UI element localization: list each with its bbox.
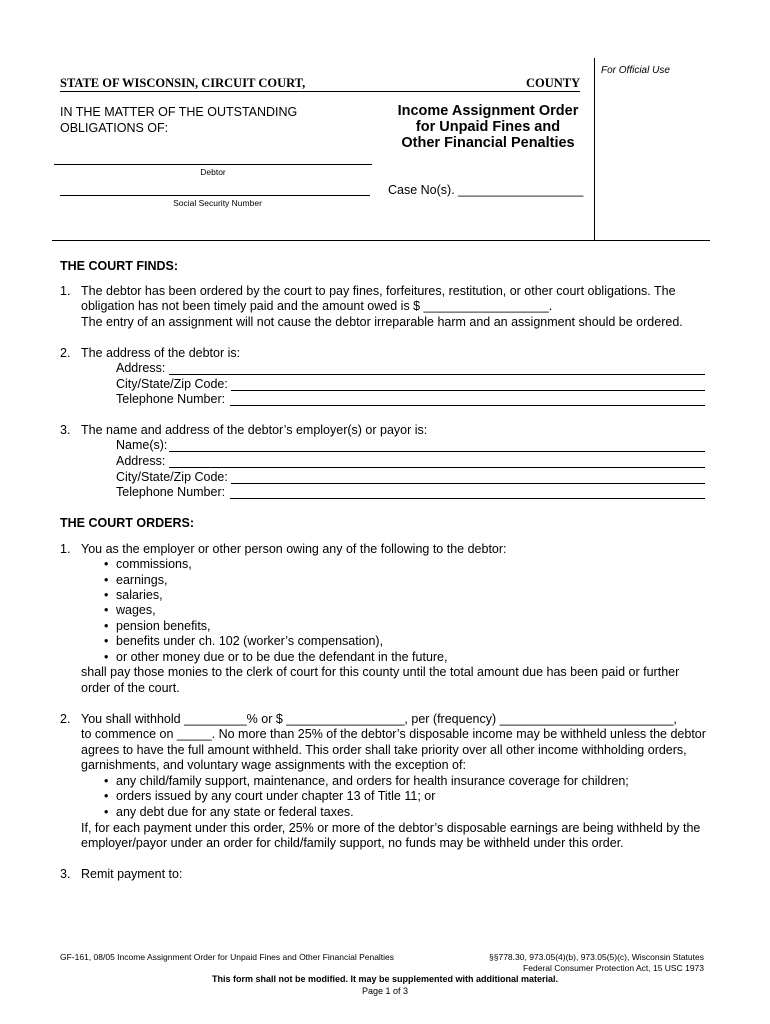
finding-3-text: The name and address of the debtor’s employer(s) or payor is: [81,423,428,437]
matter-line-1: IN THE MATTER OF THE OUTSTANDING [60,105,298,119]
header-bottom-rule [52,240,710,241]
income-type-item: • commissions, [116,557,192,571]
order-1-after-line-1: shall pay those monies to the clerk of court for this county until the total amount due has been paid or further [81,665,680,679]
court-orders-heading: THE COURT ORDERS: [60,516,195,530]
commence-date-field[interactable]: to commence on _____. No more than 25% of the debtor’s disposable income may be withheld unless the debtor [81,727,706,741]
finding-1-line-3: The entry of an assignment will not cause the debtor irreparable harm and an assignment should be ordered. [81,315,683,329]
finding-2-text: The address of the debtor is: [81,346,241,360]
debtor-address-label: Address: [116,361,166,375]
income-type-item: • pension benefits, [116,619,211,633]
official-use-divider [594,58,595,240]
income-type-item: • wages, [116,603,156,617]
finding-1-number: 1. [60,284,71,298]
case-number-field[interactable]: Case No(s). __________________ [388,183,584,197]
debtor-phone-label: Telephone Number: [116,392,226,406]
employer-address-label: Address: [116,454,166,468]
county-field[interactable] [60,91,580,92]
statutes-line-2: Federal Consumer Protection Act, 15 USC 1973 [523,963,704,973]
finding-2-number: 2. [60,346,71,360]
order-2-line-3: agrees to have the full amount withheld. This order shall take priority over all other income withholding orders, [81,743,687,757]
income-type-item: • benefits under ch. 102 (worker’s compensation), [116,634,383,648]
order-2-after-line-1: If, for each payment under this order, 25% or more of the debtor’s disposable earnings are being withheld by the [81,821,701,835]
debtor-city-label: City/State/Zip Code: [116,377,228,391]
form-title-line-1: Income Assignment Order [397,103,579,119]
form-title-line-3: Other Financial Penalties [401,135,575,151]
ssn-label: Social Security Number [173,198,262,208]
income-type-item: • earnings, [116,573,167,587]
order-3-number: 3. [60,867,71,881]
exception-item: • orders issued by any court under chapter 13 of Title 11; or [116,789,435,803]
employer-phone-field[interactable] [230,498,705,499]
debtor-phone-field[interactable] [230,405,705,406]
exception-item: • any debt due for any state or federal taxes. [116,805,354,819]
employer-city-label: City/State/Zip Code: [116,470,228,484]
debtor-label: Debtor [200,167,226,177]
form-id: GF-161, 08/05 Income Assignment Order for Unpaid Fines and Other Financial Penalties [60,952,395,962]
court-name-label: STATE OF WISCONSIN, CIRCUIT COURT, [60,76,306,90]
modification-notice: This form shall not be modified. It may be supplemented with additional material. [211,974,559,984]
employer-address-field[interactable] [169,467,705,468]
order-1-after-line-2: order of the court. [81,681,180,695]
debtor-address-field[interactable] [169,374,705,375]
court-finds-heading: THE COURT FINDS: [60,259,179,273]
ssn-field[interactable] [60,195,370,196]
page-number: Page 1 of 3 [361,986,409,996]
income-type-item: • salaries, [116,588,163,602]
order-2-after-line-2: employer/payor under an order for child/family support, no funds may be withheld under this order. [81,836,624,850]
employer-name-label: Name(s): [116,438,168,452]
debtor-name-field[interactable] [54,164,372,165]
order-2-number: 2. [60,712,71,726]
exception-item: • any child/family support, maintenance, and orders for health insurance coverage for children; [116,774,629,788]
employer-city-field[interactable] [231,483,705,484]
order-1-number: 1. [60,542,71,556]
debtor-city-field[interactable] [231,390,705,391]
official-use-label: For Official Use [601,65,670,76]
order-1-text: You as the employer or other person owing any of the following to the debtor: [81,542,507,556]
employer-phone-label: Telephone Number: [116,485,226,499]
remit-payment-label: Remit payment to: [81,867,183,881]
withholding-fields[interactable]: You shall withhold _________% or $ _________________, per (frequency) _________________________, [81,712,677,726]
income-type-item: • or other money due or to be due the defendant in the future, [116,650,447,664]
form-title-line-2: for Unpaid Fines and [415,119,561,135]
order-2-line-4: garnishments, and voluntary wage assignments with the exception of: [81,758,466,772]
finding-3-number: 3. [60,423,71,437]
finding-1-line-1: The debtor has been ordered by the court to pay fines, forfeitures, restitution, or other court obligations. The [81,284,676,298]
employer-name-field[interactable] [169,451,705,452]
amount-owed-field[interactable]: obligation has not been timely paid and the amount owed is $ __________________. [81,299,553,313]
statutes-line-1: §§778.30, 973.05(4)(b), 973.05(5)(c), Wisconsin Statutes [489,952,704,962]
matter-line-2: OBLIGATIONS OF: [60,121,169,135]
county-label: COUNTY [526,76,581,90]
